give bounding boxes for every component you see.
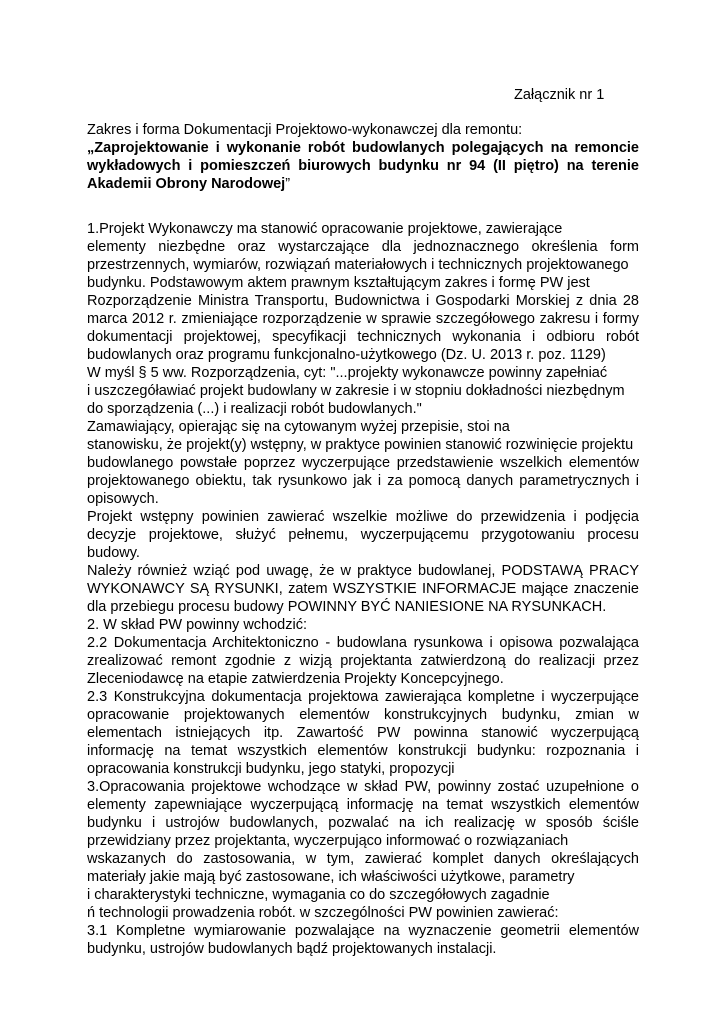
- scope-intro: Zakres i forma Dokumentacji Projektowo-wykonawczej dla remontu:: [87, 122, 523, 138]
- body-line: ń technologii prowadzenia robót. w szczególności PW powinien zawierać:: [87, 905, 559, 921]
- body-line: Projekt wstępny powinien zawierać wszelkie możliwe do przewidzenia i podjęcia: [87, 509, 639, 525]
- body-line: opracowania konstrukcji budynku, jego statyki, propozycji: [87, 761, 455, 777]
- body-line: 2.3 Konstrukcyjna dokumentacja projektowa zawierająca kompletne i wyczerpujące: [87, 689, 639, 705]
- body-line: dokumentacji projektowej, specyfikacji technicznych wykonania i odbioru robót: [87, 329, 639, 345]
- body-line: przewidziany przez projektanta, wyczerpująco informować o rozwiązaniach: [87, 833, 569, 849]
- body-line: decyzje projektowe, służyć pełnemu, wyczerpującemu przygotowaniu procesu: [87, 527, 639, 543]
- body-line: i charakterystyki techniczne, wymagania co do szczegółowych zagadnie: [87, 887, 550, 903]
- body-line: opisowych.: [87, 491, 159, 507]
- body-line: 3.1 Kompletne wymiarowanie pozwalające na wyznaczenie geometrii elementów: [87, 923, 639, 939]
- body-line: budowy.: [87, 545, 140, 561]
- body-line: W myśl § 5 ww. Rozporządzenia, cyt: "...projekty wykonawcze powinny zapełniać: [87, 365, 608, 381]
- project-title-institution: Akademii Obrony Narodowej: [87, 176, 286, 192]
- project-title-closing-quote: ”: [285, 176, 291, 192]
- body-line: Należy również wziąć pod uwagę, że w praktyce budowlanej, PODSTAWĄ PRACY: [87, 563, 639, 579]
- body-line: budynku. Podstawowym aktem prawnym kształtującym zakres i formę PW jest: [87, 275, 590, 291]
- body-line: przestrzennych, wymiarów, rozwiązań materiałowych i technicznych projektowanego: [87, 257, 629, 273]
- body-line: elementy niezbędne oraz wystarczające dla jednoznacznego określenia form: [87, 239, 639, 255]
- body-line: Zleceniodawcę na etapie zatwierdzenia Projekty Koncepcyjnego.: [87, 671, 504, 687]
- body-line: stanowisku, że projekt(y) wstępny, w praktyce powinien stanowić rozwinięcie projektu: [87, 437, 634, 453]
- body-line: zrealizować remont zgodnie z wizją projektanta zatwierdzoną do realizacji przez: [87, 653, 639, 669]
- body-line: wskazanych do zastosowania, w tym, zawierać komplet danych określających: [87, 851, 639, 867]
- body-line: i uszczegóławiać projekt budowlany w zakresie i w stopniu dokładności niezbędnym: [87, 383, 625, 399]
- body-line: WYKONAWCY SĄ RYSUNKI, zatem WSZYSTKIE INFORMACJE mające znaczenie: [87, 581, 639, 597]
- body-line: budynku i ustrojów budowlanych, pozwalać na ich realizację w sposób ściśle: [87, 815, 639, 831]
- body-line: budynku, ustrojów budowlanych bądź projektowanych instalacji.: [87, 941, 497, 957]
- body-line: Rozporządzenie Ministra Transportu, Budownictwa i Gospodarki Morskiej z dnia 28: [87, 293, 639, 309]
- body-line: materiały jakie mają być zastosowane, ich właściwości użytkowe, parametry: [87, 869, 575, 885]
- body-line: elementy zapewniające wyczerpującą informację na temat wszystkich elementów: [87, 797, 639, 813]
- project-title-line: wykładowych i pomieszczeń biurowych budynku nr 94 (II piętro) na terenie: [87, 158, 639, 174]
- annex-label: Załącznik nr 1: [514, 87, 605, 103]
- body-line: do sporządzenia (...) i realizacji robót budowlanych.": [87, 401, 422, 417]
- project-title-line: „Zaprojektowanie i wykonanie robót budowlanych polegających na remoncie: [87, 140, 639, 156]
- body-line: 2. W skład PW powinny wchodzić:: [87, 617, 307, 633]
- body-line: dla przebiegu procesu budowy POWINNY BYĆ NANIESIONE NA RYSUNKACH.: [87, 599, 607, 615]
- body-line: 3.Opracowania projektowe wchodzące w skład PW, powinny zostać uzupełnione o: [87, 779, 639, 795]
- body-line: budowlanego powstałe poprzez wyczerpujące przedstawienie wszelkich elementów: [87, 455, 639, 471]
- body-line: informację na temat wszystkich elementów konstrukcji budynku: rozpoznania i: [87, 743, 639, 759]
- project-title-line-last: [87, 175, 290, 193]
- body-line: Zamawiający, opierając się na cytowanym wyżej przepisie, stoi na: [87, 419, 510, 435]
- body-line: marca 2012 r. zmieniające rozporządzenie w sprawie szczegółowego zakresu i formy: [87, 311, 639, 327]
- body-line: opracowanie projektowanych elementów konstrukcyjnych budynku, zmian w: [87, 707, 639, 723]
- body-line: 1.Projekt Wykonawczy ma stanowić opracowanie projektowe, zawierające: [87, 221, 563, 237]
- body-line: projektowanego obiektu, tak rysunkowo jak i za pomocą danych parametrycznych i: [87, 473, 639, 489]
- body-line: budowlanych oraz programu funkcjonalno-użytkowego (Dz. U. 2013 r. poz. 1129): [87, 347, 606, 363]
- body-line: 2.2 Dokumentacja Architektoniczno - budowlana rysunkowa i opisowa pozwalająca: [87, 635, 639, 651]
- body-line: elementach istniejących itp. Zawartość PW powinna stanowić wyczerpującą: [87, 725, 639, 741]
